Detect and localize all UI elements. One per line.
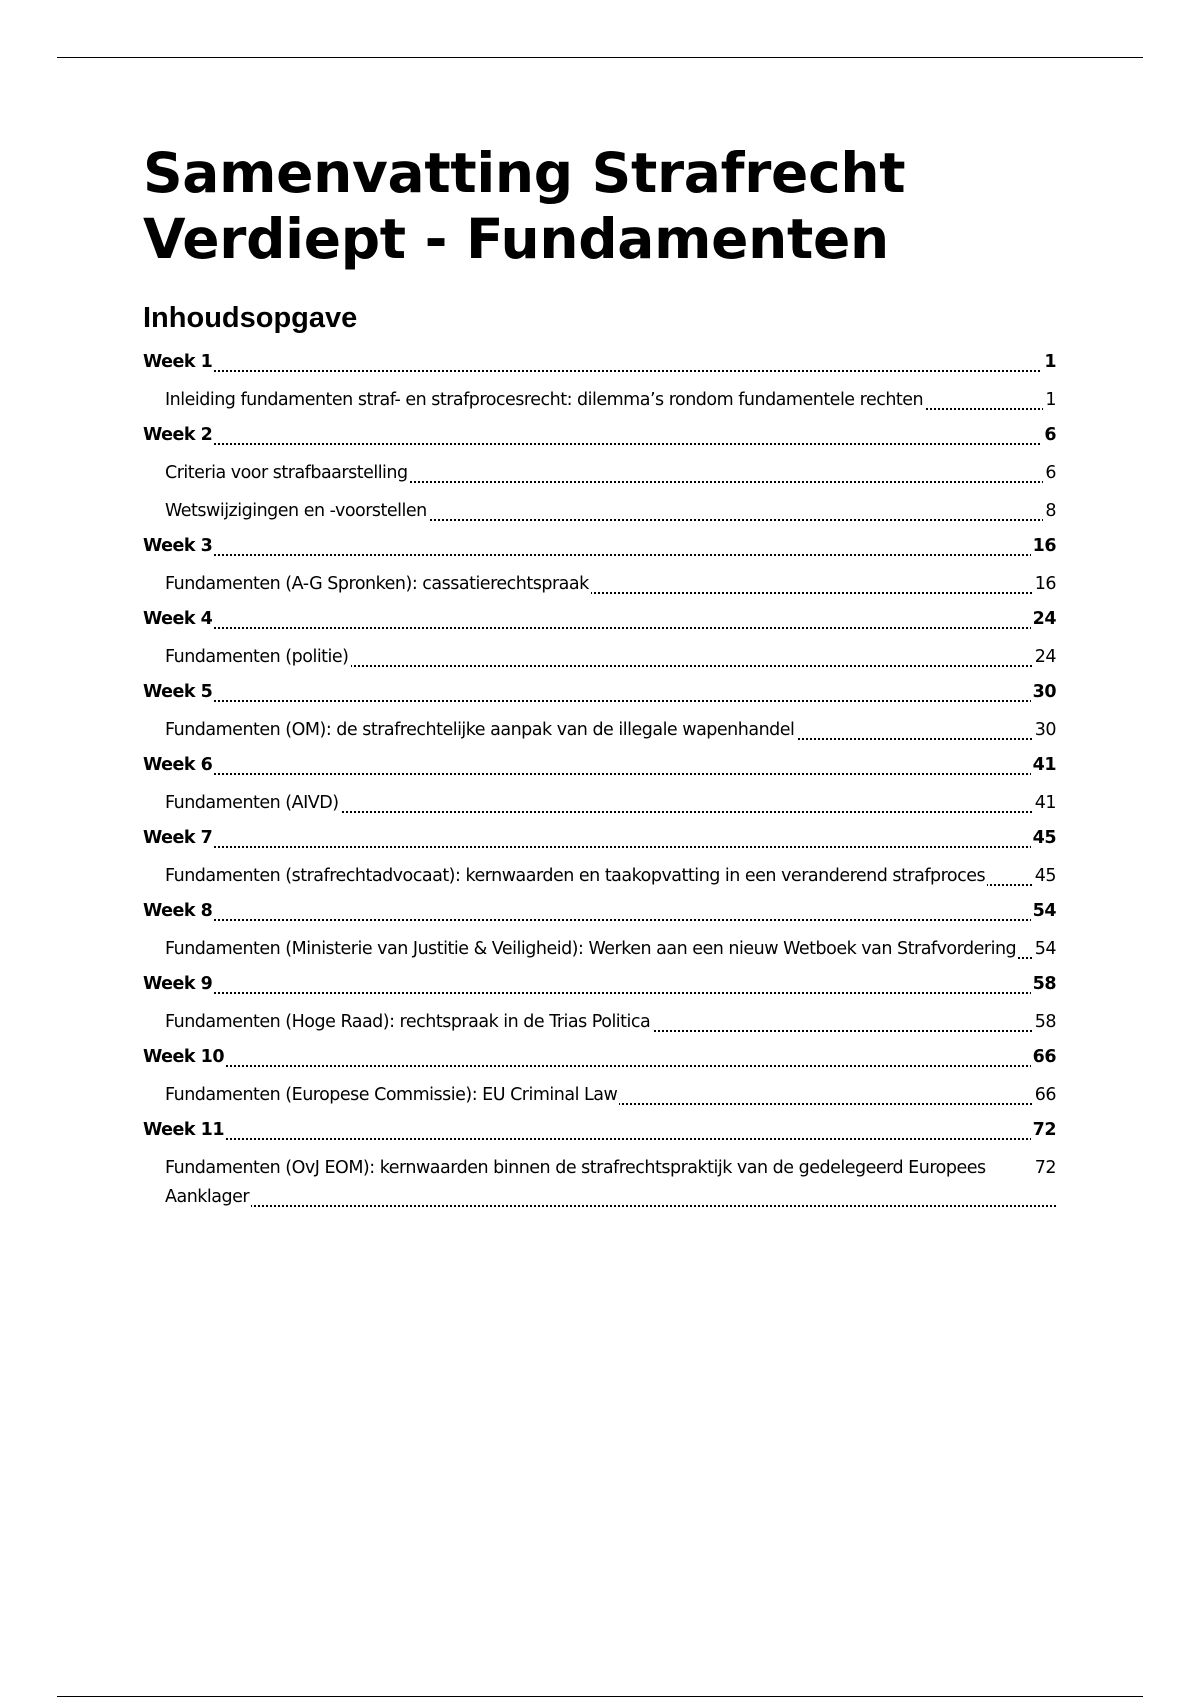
toc-subentry[interactable]: [143, 643, 1056, 672]
toc-page-number: 58: [1031, 970, 1056, 999]
toc-entry-label: Inleiding fundamenten straf- en strafprocesrecht: dilemma’s rondom fundamentele rechten: [165, 390, 924, 410]
toc-entry-label: Week 5: [143, 682, 213, 702]
toc-page-number: 54: [1031, 897, 1056, 926]
document-title: [143, 140, 1143, 272]
toc-entry-label: Fundamenten (Hoge Raad): rechtspraak in de Trias Politica: [165, 1012, 651, 1032]
toc-entry-label: Fundamenten (A-G Spronken): cassatierechtspraak: [165, 574, 589, 594]
toc-entry-label: Fundamenten (OvJ EOM): kernwaarden binnen de strafrechtspraktijk van de gedelegeerd Europees Aanklager: [165, 1158, 986, 1207]
toc-subentry[interactable]: [143, 570, 1056, 599]
toc-entry-label: Fundamenten (Europese Commissie): EU Criminal Law: [165, 1085, 618, 1105]
toc-week-group: [143, 678, 1056, 745]
document-title-line-2: Verdiept - Fundamenten: [143, 207, 889, 271]
toc-week-group: [143, 348, 1056, 415]
toc-page-number: 1: [1042, 348, 1056, 377]
toc-page-number: 24: [1033, 643, 1056, 672]
toc-subentry[interactable]: [143, 862, 1056, 891]
toc-dot-leader: [143, 1065, 1056, 1067]
toc-page-number: 6: [1043, 459, 1056, 488]
footer-rule: [57, 1696, 1143, 1697]
toc-dot-leader: [143, 554, 1056, 556]
toc-heading: Inhoudsopgave: [143, 302, 358, 334]
toc-entry-label: Week 1: [143, 352, 213, 372]
toc-page-number: 72: [1031, 1116, 1056, 1145]
toc-entry-label: Wetswijzigingen en -voorstellen: [165, 501, 427, 521]
toc-subentry[interactable]: [143, 497, 1056, 526]
toc-page-number: 6: [1042, 421, 1056, 450]
toc-dot-leader: [143, 773, 1056, 775]
toc-page-number: 24: [1031, 605, 1056, 634]
toc-page-number: 16: [1033, 570, 1056, 599]
toc-dot-leader: [143, 846, 1056, 848]
toc-subentry[interactable]: [143, 1154, 1056, 1212]
toc-subentry[interactable]: [143, 386, 1056, 415]
toc-dot-leader: [143, 700, 1056, 702]
toc-page-number: 30: [1033, 716, 1056, 745]
toc-week-entry[interactable]: [143, 897, 1056, 926]
toc-page-number: 72: [1033, 1154, 1056, 1183]
header-rule: [57, 57, 1143, 58]
toc-week-entry[interactable]: [143, 751, 1056, 780]
document-title-line-1: Samenvatting Strafrecht: [143, 141, 906, 205]
table-of-contents: [143, 348, 1056, 1212]
toc-entry-label: Week 8: [143, 901, 213, 921]
toc-dot-leader: [143, 370, 1056, 372]
toc-subentry[interactable]: [143, 716, 1056, 745]
toc-page-number: 41: [1033, 789, 1056, 818]
toc-page-number: 54: [1033, 935, 1056, 964]
toc-subentry[interactable]: [143, 459, 1056, 488]
toc-page-number: 66: [1031, 1043, 1056, 1072]
toc-week-entry[interactable]: [143, 970, 1056, 999]
toc-week-entry[interactable]: [143, 824, 1056, 853]
toc-week-group: [143, 824, 1056, 891]
toc-week-group: [143, 897, 1056, 964]
toc-week-entry[interactable]: [143, 348, 1056, 377]
toc-week-entry[interactable]: [143, 678, 1056, 707]
toc-dot-leader: [143, 443, 1056, 445]
toc-page-number: 45: [1033, 862, 1056, 891]
toc-entry-label: Fundamenten (politie): [165, 647, 349, 667]
toc-subentry[interactable]: [143, 1008, 1056, 1037]
toc-entry-label: Week 2: [143, 425, 213, 445]
toc-dot-leader: [143, 1138, 1056, 1140]
toc-week-entry[interactable]: [143, 605, 1056, 634]
toc-week-group: [143, 605, 1056, 672]
toc-entry-label: Fundamenten (Ministerie van Justitie & Veiligheid): Werken aan een nieuw Wetboek van Strafvordering: [165, 939, 1017, 959]
toc-entry-label: Week 9: [143, 974, 213, 994]
toc-page-number: 66: [1033, 1081, 1056, 1110]
toc-page-number: 30: [1031, 678, 1056, 707]
toc-week-group: [143, 970, 1056, 1037]
toc-subentry[interactable]: [143, 1081, 1056, 1110]
toc-entry-label: Criteria voor strafbaarstelling: [165, 463, 408, 483]
toc-subentry[interactable]: [143, 935, 1056, 964]
toc-entry-label: Fundamenten (OM): de strafrechtelijke aanpak van de illegale wapenhandel: [165, 720, 795, 740]
toc-dot-leader: [143, 627, 1056, 629]
toc-week-group: [143, 1116, 1056, 1212]
toc-dot-leader: [143, 992, 1056, 994]
toc-entry-label: Week 4: [143, 609, 213, 629]
toc-week-group: [143, 1043, 1056, 1110]
toc-page-number: 8: [1043, 497, 1056, 526]
toc-entry-label: Week 7: [143, 828, 213, 848]
toc-page-number: 1: [1043, 386, 1056, 415]
toc-subentry[interactable]: [143, 789, 1056, 818]
toc-page-number: 58: [1033, 1008, 1056, 1037]
toc-entry-label: Fundamenten (AIVD): [165, 793, 339, 813]
toc-week-group: [143, 751, 1056, 818]
toc-week-group: [143, 421, 1056, 526]
toc-week-entry[interactable]: [143, 421, 1056, 450]
toc-page-number: 16: [1031, 532, 1056, 561]
toc-week-entry[interactable]: [143, 1116, 1056, 1145]
toc-dot-leader: [143, 919, 1056, 921]
toc-entry-label: Week 3: [143, 536, 213, 556]
toc-entry-label: Week 11: [143, 1120, 225, 1140]
toc-dot-leader: [165, 1205, 1056, 1207]
toc-week-group: [143, 532, 1056, 599]
toc-week-entry[interactable]: [143, 1043, 1056, 1072]
toc-page-number: 41: [1031, 751, 1056, 780]
toc-page-number: 45: [1031, 824, 1056, 853]
toc-entry-label: Fundamenten (strafrechtadvocaat): kernwaarden en taakopvatting in een veranderend strafproces: [165, 866, 986, 886]
toc-entry-label: Week 6: [143, 755, 213, 775]
toc-entry-label: Week 10: [143, 1047, 225, 1067]
toc-week-entry[interactable]: [143, 532, 1056, 561]
